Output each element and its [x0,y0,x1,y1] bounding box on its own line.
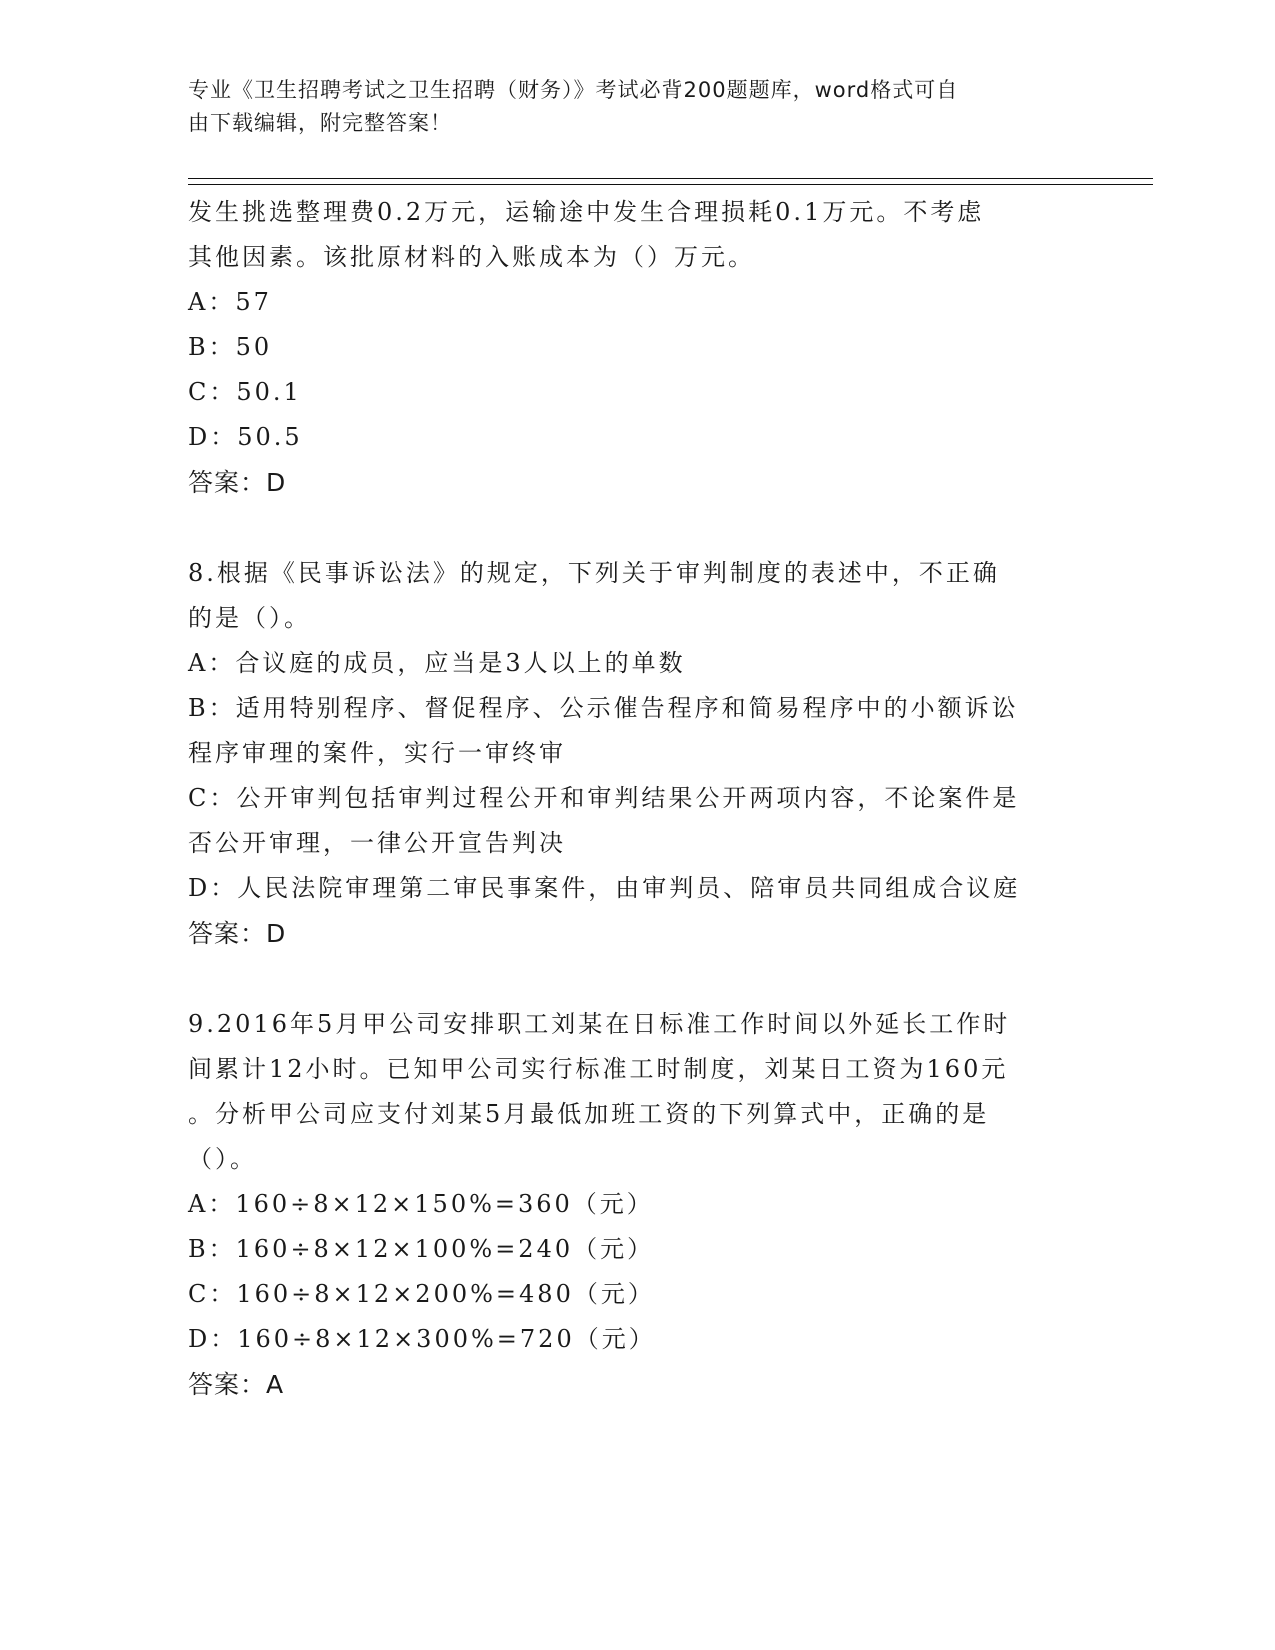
question-9-option-c: C：160÷8×12×200%=480（元） [188,1280,655,1308]
question-8-option-d: D：人民法院审理第二审民事案件，由审判员、陪审员共同组成合议庭 [188,874,1021,902]
question-8-option-c: C：公开审判包括审判过程公开和审判结果公开两项内容，不论案件是 [188,784,1020,812]
question-spacer [188,956,1068,1002]
question-7-option-b: B：50 [188,333,273,361]
document-header [188,74,1068,140]
question-7-answer: 答案：D [188,468,287,497]
question-9-block [188,1002,1068,1407]
question-9-option-d: D：160÷8×12×300%=720（元） [188,1325,656,1353]
question-9-text-line: 。分析甲公司应支付刘某5月最低加班工资的下列算式中，正确的是 [188,1100,990,1128]
question-8-answer: 答案：D [188,919,287,948]
question-8-text-line: 的是（）。 [188,604,311,632]
header-divider-top [188,178,1153,179]
question-8-block [188,551,1068,956]
question-9-text-line: 9.2016年5月甲公司安排职工刘某在日标准工作时间以外延长工作时 [188,1010,1011,1038]
question-8-option-c-cont: 否公开审理，一律公开宣告判决 [188,829,566,857]
question-7-option-d: D：50.5 [188,423,303,451]
question-8-option-a: A：合议庭的成员，应当是3人以上的单数 [188,649,686,677]
question-7-option-a: A：57 [188,288,272,316]
header-title-line-1: 专业《卫生招聘考试之卫生招聘（财务）》考试必背200题题库，word格式可自 [188,78,959,102]
question-7-text-line: 其他因素。该批原材料的入账成本为（）万元。 [188,243,755,271]
question-spacer [188,505,1068,551]
question-7-block [188,190,1068,505]
document-body [188,190,1068,1407]
question-9-option-b: B：160÷8×12×100%=240（元） [188,1235,655,1263]
question-8-option-b: B：适用特别程序、督促程序、公示催告程序和简易程序中的小额诉讼 [188,694,1019,722]
question-9-option-a: A：160÷8×12×150%=360（元） [188,1190,654,1218]
header-divider-bottom [188,184,1153,185]
question-9-text-line: （）。 [188,1145,257,1173]
question-7-text-line: 发生挑选整理费0.2万元，运输途中发生合理损耗0.1万元。不考虑 [188,198,985,226]
question-9-answer: 答案：A [188,1370,285,1399]
header-title-line-2: 由下载编辑，附完整答案！ [188,111,452,135]
question-8-text-line: 8.根据《民事诉讼法》的规定，下列关于审判制度的表述中，不正确 [188,559,1000,587]
question-7-option-c: C：50.1 [188,378,302,406]
question-9-text-line: 间累计12小时。已知甲公司实行标准工时制度，刘某日工资为160元 [188,1055,1009,1083]
question-8-option-b-cont: 程序审理的案件，实行一审终审 [188,739,566,767]
